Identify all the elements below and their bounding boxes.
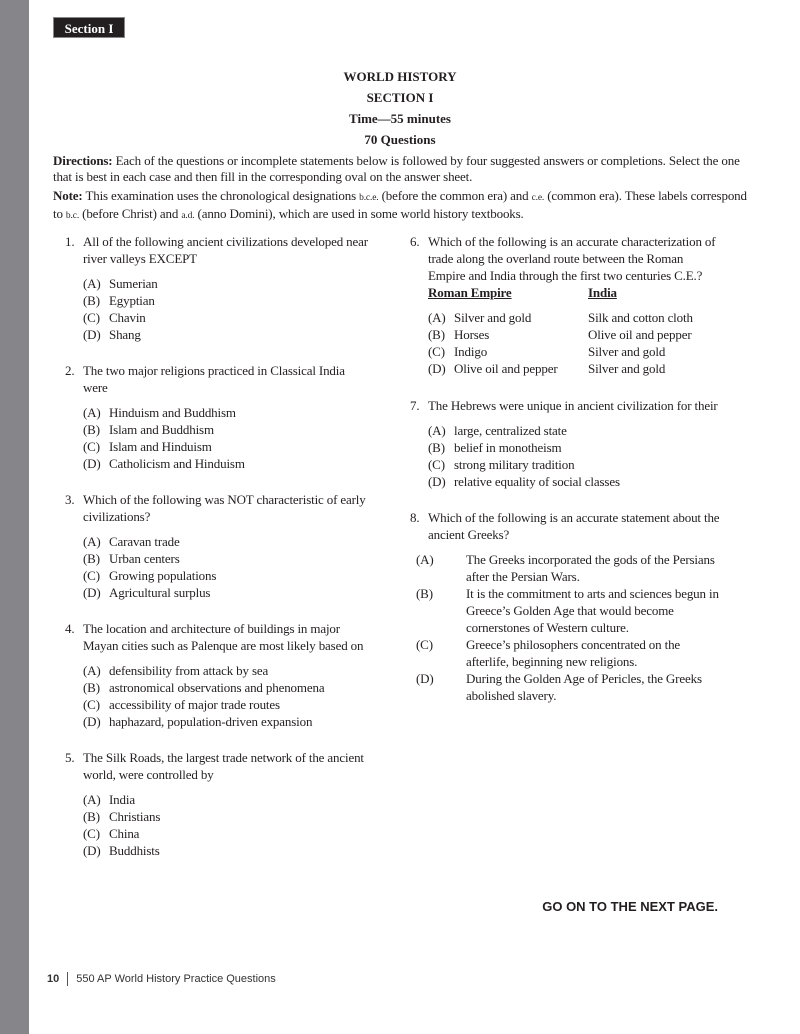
directions-text: Each of the questions or incomplete statements below is followed by four suggested answers or completions. Select the one that is best in each case and then fill in the corresponding oval on the answer sheet. <box>53 153 740 184</box>
option-letter: (A) <box>83 276 101 291</box>
option-text: Agricultural surplus <box>109 585 211 600</box>
note <box>53 188 753 224</box>
directions-label: Directions: <box>53 153 113 168</box>
answer-option[interactable] <box>416 551 722 585</box>
option-text: Hinduism and Buddhism <box>109 405 236 420</box>
answer-option[interactable] <box>428 422 722 439</box>
question-6 <box>410 233 722 377</box>
question-number: 7. <box>410 398 420 413</box>
col-roman-empire: Roman Empire <box>428 285 512 300</box>
answer-option[interactable] <box>428 309 722 326</box>
answer-option[interactable] <box>83 275 370 292</box>
option-text: astronomical observations and phenomena <box>109 680 325 695</box>
question-3 <box>65 491 370 601</box>
option-letter: (D) <box>83 585 101 600</box>
answer-option[interactable] <box>428 473 722 490</box>
answer-option[interactable] <box>83 842 370 859</box>
question-stem: Which of the following was NOT characteristic of early civilizations? <box>83 492 366 524</box>
answer-option[interactable] <box>83 292 370 309</box>
note-bce: b.c.e. <box>359 193 379 203</box>
answer-option[interactable] <box>416 585 722 636</box>
option-letter: (B) <box>83 422 100 437</box>
roman-empire-good: Silver and gold <box>454 310 532 325</box>
question-stem: Which of the following is an accurate statement about the ancient Greeks? <box>428 510 720 542</box>
question-stem: Which of the following is an accurate characterization of trade along the overland route between the Roman Empire and India through the first two centuries C.E.? <box>428 234 716 283</box>
question-stem: The Silk Roads, the largest trade network of the ancient world, were controlled by <box>83 750 364 782</box>
question-number: 1. <box>65 234 75 249</box>
option-letter: (B) <box>83 293 100 308</box>
option-text: belief in monotheism <box>454 440 562 455</box>
option-letter: (A) <box>428 423 446 438</box>
answer-option[interactable] <box>83 421 370 438</box>
option-letter: (C) <box>428 457 445 472</box>
answer-option[interactable] <box>83 696 370 713</box>
option-text: During the Golden Age of Pericles, the Greeks abolished slavery. <box>466 671 702 703</box>
option-letter: (A) <box>83 534 101 549</box>
answer-option[interactable] <box>83 550 370 567</box>
option-letter: (D) <box>416 671 434 686</box>
question-7 <box>410 397 722 490</box>
option-text: Christians <box>109 809 161 824</box>
option-text: Shang <box>109 327 141 342</box>
trade-table-header <box>428 284 722 301</box>
question-stem: All of the following ancient civilizations developed near river valleys EXCEPT <box>83 234 368 266</box>
option-letter: (C) <box>428 344 445 359</box>
answer-option[interactable] <box>83 533 370 550</box>
option-letter: (B) <box>428 327 445 342</box>
answer-option[interactable] <box>83 309 370 326</box>
question-2 <box>65 362 370 472</box>
question-1 <box>65 233 370 343</box>
note-text: (anno Domini), which are used in some world history textbooks. <box>194 206 524 221</box>
roman-empire-good: Olive oil and pepper <box>454 361 558 376</box>
option-text: Urban centers <box>109 551 180 566</box>
left-column <box>65 233 370 878</box>
answer-option[interactable] <box>83 713 370 730</box>
note-text: (before the common era) and <box>378 188 532 203</box>
time-limit: Time—55 minutes <box>349 111 451 126</box>
option-text: Egyptian <box>109 293 155 308</box>
option-text: Caravan trade <box>109 534 180 549</box>
option-letter: (A) <box>83 792 101 807</box>
trade-table <box>428 309 722 377</box>
option-letter: (D) <box>83 456 101 471</box>
question-4 <box>65 620 370 730</box>
option-text: accessibility of major trade routes <box>109 697 280 712</box>
option-text: It is the commitment to arts and sciences begun in Greece’s Golden Age that would become cornerstones of Western culture. <box>466 586 719 635</box>
india-good: Olive oil and pepper <box>588 327 692 342</box>
note-text: (common era). These labels correspond to <box>53 188 747 221</box>
directions <box>53 153 753 185</box>
option-letter: (D) <box>83 843 101 858</box>
note-text: This examination uses the chronological designations <box>82 188 360 203</box>
roman-empire-good: Indigo <box>454 344 488 359</box>
option-text: large, centralized state <box>454 423 567 438</box>
answer-option[interactable] <box>428 360 722 377</box>
option-letter: (D) <box>83 714 101 729</box>
answer-option[interactable] <box>83 567 370 584</box>
exam-title: WORLD HISTORY <box>343 69 457 84</box>
option-letter: (C) <box>416 637 433 652</box>
answer-option[interactable] <box>83 791 370 808</box>
note-ad: a.d. <box>181 211 195 221</box>
answer-option[interactable] <box>83 438 370 455</box>
book-title: 550 AP World History Practice Questions <box>76 972 276 985</box>
question-stem: The location and architecture of buildings in major Mayan cities such as Palenque are most likely based on <box>83 621 364 653</box>
option-text: Growing populations <box>109 568 217 583</box>
answer-option[interactable] <box>83 455 370 472</box>
option-text: Islam and Hinduism <box>109 439 212 454</box>
answer-option[interactable] <box>83 808 370 825</box>
option-letter: (B) <box>83 680 100 695</box>
answer-option[interactable] <box>416 636 722 670</box>
option-text: Catholicism and Hinduism <box>109 456 245 471</box>
option-letter: (B) <box>83 551 100 566</box>
option-letter: (C) <box>83 439 100 454</box>
question-count: 70 Questions <box>364 132 436 147</box>
section-tab: Section I <box>53 17 125 38</box>
page-number: 10 <box>47 972 60 985</box>
question-number: 8. <box>410 510 420 525</box>
option-letter: (A) <box>416 552 434 567</box>
answer-option[interactable] <box>83 584 370 601</box>
answer-option[interactable] <box>83 662 370 679</box>
question-stem: The two major religions practiced in Classical India were <box>83 363 345 395</box>
option-letter: (C) <box>83 568 100 583</box>
footer-divider <box>67 972 68 986</box>
option-text: Sumerian <box>109 276 158 291</box>
option-letter: (B) <box>428 440 445 455</box>
question-number: 6. <box>410 234 420 249</box>
section-heading: SECTION I <box>366 90 434 105</box>
option-text: Buddhists <box>109 843 160 858</box>
option-text: haphazard, population-driven expansion <box>109 714 313 729</box>
page-edge-band <box>0 0 29 1034</box>
note-label: Note: <box>53 188 83 203</box>
option-letter: (C) <box>83 697 100 712</box>
note-ce: c.e. <box>531 193 545 203</box>
option-text: relative equality of social classes <box>454 474 620 489</box>
answer-option[interactable] <box>83 825 370 842</box>
option-letter: (C) <box>83 826 100 841</box>
answer-option[interactable] <box>83 326 370 343</box>
note-bc: b.c. <box>65 211 80 221</box>
question-number: 5. <box>65 750 75 765</box>
question-number: 2. <box>65 363 75 378</box>
answer-option[interactable] <box>83 404 370 421</box>
option-letter: (A) <box>428 310 446 325</box>
question-stem: The Hebrews were unique in ancient civilization for their <box>428 398 718 413</box>
option-text: strong military tradition <box>454 457 575 472</box>
option-text: Greece’s philosophers concentrated on the afterlife, beginning new religions. <box>466 637 681 669</box>
option-letter: (A) <box>83 405 101 420</box>
answer-option[interactable] <box>428 343 722 360</box>
question-8 <box>410 509 722 704</box>
question-number: 4. <box>65 621 75 636</box>
option-letter: (D) <box>428 474 446 489</box>
india-good: Silver and gold <box>588 361 666 376</box>
question-number: 3. <box>65 492 75 507</box>
note-text: (before Christ) and <box>79 206 182 221</box>
option-text: Islam and Buddhism <box>109 422 214 437</box>
option-text: Chavin <box>109 310 146 325</box>
option-letter: (D) <box>428 361 446 376</box>
option-text: The Greeks incorporated the gods of the Persians after the Persian Wars. <box>466 552 715 584</box>
col-india: India <box>588 285 617 300</box>
option-letter: (B) <box>83 809 100 824</box>
india-good: Silk and cotton cloth <box>588 310 693 325</box>
roman-empire-good: Horses <box>454 327 490 342</box>
option-letter: (C) <box>83 310 100 325</box>
answer-option[interactable] <box>428 456 722 473</box>
page-footer <box>47 972 276 986</box>
option-text: defensibility from attack by sea <box>109 663 269 678</box>
option-letter: (A) <box>83 663 101 678</box>
answer-option[interactable] <box>416 670 722 704</box>
go-on-notice: GO ON TO THE NEXT PAGE. <box>542 899 718 914</box>
option-text: India <box>109 792 135 807</box>
option-letter: (D) <box>83 327 101 342</box>
india-good: Silver and gold <box>588 344 666 359</box>
answer-option[interactable] <box>428 326 722 343</box>
question-5 <box>65 749 370 859</box>
option-letter: (B) <box>416 586 433 601</box>
answer-option[interactable] <box>83 679 370 696</box>
answer-option[interactable] <box>428 439 722 456</box>
option-text: China <box>109 826 140 841</box>
right-column <box>410 233 722 723</box>
